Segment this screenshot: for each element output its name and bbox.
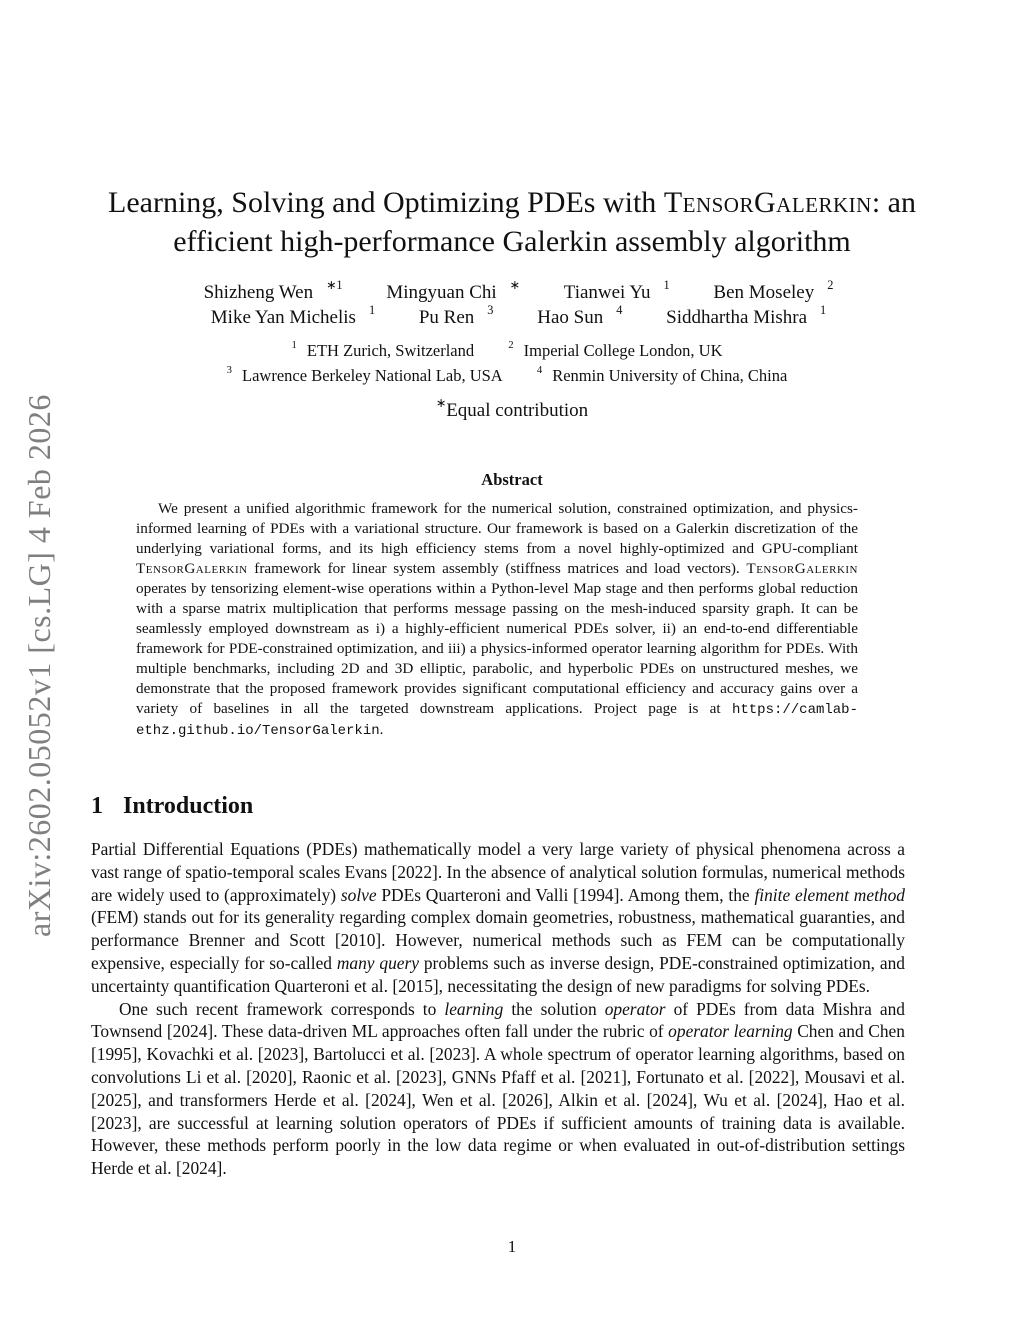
section-title: Introduction (123, 793, 254, 819)
arxiv-side-stamp (10, 370, 68, 960)
equal-contribution-note: ∗Equal contribution (435, 395, 589, 421)
author-row (70, 277, 954, 305)
arxiv-identifier: arXiv:2602.05052v1 [cs.LG] 4 Feb 2026 (20, 393, 57, 937)
affiliation-row (70, 338, 954, 363)
title-smallcaps: TensorGalerkin (663, 186, 872, 219)
affiliation-list (70, 338, 954, 388)
author: Mingyuan Chi ∗ (386, 277, 520, 303)
author: Siddhartha Mishra $^1$ (666, 302, 827, 328)
affiliation: $^1$ ETH Zurich, Switzerland (291, 338, 475, 360)
title-part: : an (871, 186, 916, 219)
affiliation: $^2$ Imperial College London, UK (508, 338, 723, 360)
section-heading (91, 793, 253, 820)
intro-paragraph-2: One such recent framework corresponds to learning the solution operator of PDEs from data Mishra and Townsend [2024]. These data-driven ML approaches often fall under the rubric of operator learning Chen and Chen [1995], Kovachki et al. [2023], Bartolucci et al. [2023]. A whole spectrum of operator learning algorithms, based on convolutions Li et al. [2020], Raonic et al. [2023], GNNs Pfaff et al. [2021], Fortunato et al. [2022], Mousavi et al. [2025], and transformers Herde et al. [2024], Wen et al. [2026], Alkin et al. [2024], Wu et al. [2024], Hao et al. [2023], are successful at learning solution operators of PDEs if sufficient amounts of training data is available. However, these methods perform poorly in the low data regime or when evaluated in out-of-distribution settings Herde et al. [2024]. (91, 998, 905, 1179)
introduction-body (91, 838, 905, 1180)
author: Hao Sun $^4$ (537, 302, 623, 328)
section-number: 1 (91, 793, 103, 819)
title-part: Learning, Solving and Optimizing PDEs with (108, 186, 664, 219)
affiliation: $^3$ Lawrence Berkeley National Lab, USA (226, 363, 503, 385)
affiliation-row (70, 363, 954, 388)
project-url-link[interactable]: https://camlab-ethz.github.io/TensorGalerkin (136, 702, 858, 739)
author: Mike Yan Michelis $^1$ (210, 302, 376, 328)
author: Shizheng Wen $^{∗1}$ (203, 277, 343, 303)
paper-title (70, 183, 954, 261)
abstract-heading: Abstract (481, 470, 543, 489)
abstract-body (136, 499, 858, 741)
page-number: 1 (507, 1237, 517, 1256)
affiliation: $^4$ Renmin University of China, China (536, 363, 788, 385)
author: Tianwei Yu $^1$ (563, 277, 670, 303)
author-row (70, 302, 954, 330)
title-line-2: efficient high-performance Galerkin assembly algorithm (173, 225, 851, 258)
author-list (70, 277, 954, 330)
author: Pu Ren $^3$ (418, 302, 494, 328)
abstract-paragraph: We present a unified algorithmic framework for the numerical solution, constrained optimization, and physics-informed learning of PDEs with a variational structure. Our framework is based on a Galerkin discretization of the underlying variational forms, and its high efficiency stems from a novel highly-optimized and GPU-compliant TensorGalerkin framework for linear system assembly (stiffness matrices and load vectors). TensorGalerkin operates by tensorizing element-wise operations within a Python-level Map stage and then performs global reduction with a sparse matrix multiplication that performs message passing on the mesh-induced sparsity graph. It can be seamlessly employed downstream as i) a highly-efficient numerical PDEs solver, ii) an end-to-end differentiable framework for PDE-constrained optimization, and iii) a physics-informed operator learning algorithm for PDEs. With multiple benchmarks, including 2D and 3D elliptic, parabolic, and hyperbolic PDEs on unstructured meshes, we demonstrate that the proposed framework provides significant computational efficiency and accuracy gains over a variety of baselines in all the targeted downstream applications. Project page is at https://camlab-ethz.github.io/TensorGalerkin. (136, 500, 858, 739)
intro-paragraph-1: Partial Differential Equations (PDEs) mathematically model a very large variety of physical phenomena across a vast range of spatio-temporal scales Evans [2022]. In the absence of analytical solution formulas, numerical methods are widely used to (approximately) solve PDEs Quarteroni and Valli [1994]. Among them, the finite element method (FEM) stands out for its generality regarding complex domain geometries, robustness, mathematical guaranties, and performance Brenner and Scott [2010]. However, numerical methods such as FEM can be computationally expensive, especially for so-called many query problems such as inverse design, PDE-constrained optimization, and uncertainty quantification Quarteroni et al. [2015], necessitating the design of new paradigms for solving PDEs. (91, 839, 905, 996)
author: Ben Moseley $^2$ (713, 277, 834, 303)
